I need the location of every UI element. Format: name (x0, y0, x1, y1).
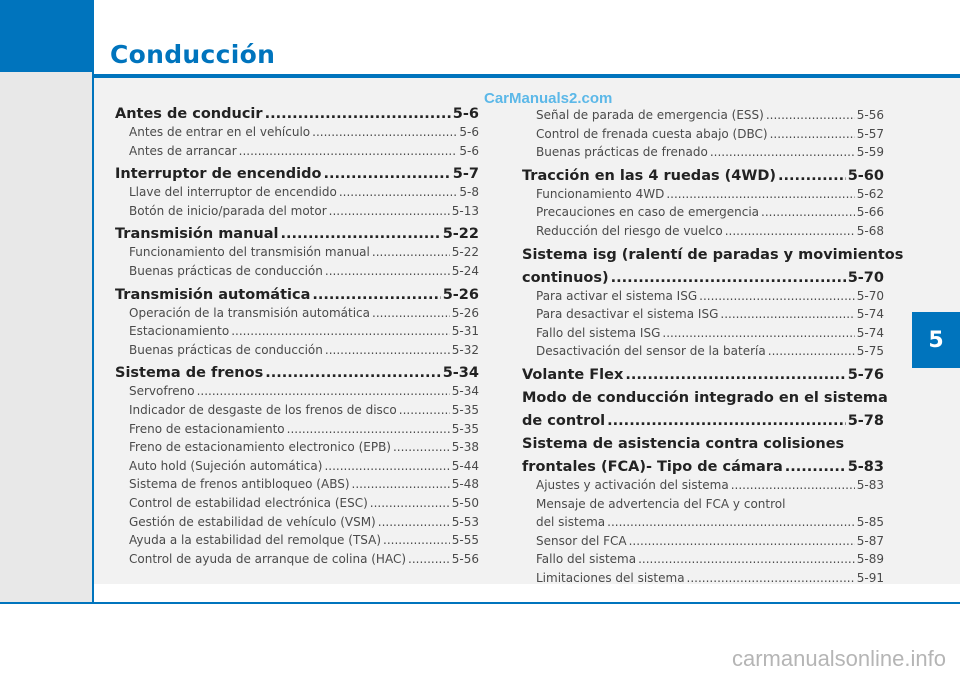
toc-leader-dots (324, 457, 449, 476)
toc-section-entry[interactable] (115, 226, 479, 243)
toc-page-number: 5-74 (856, 325, 884, 340)
toc-page-number: 5-60 (847, 167, 884, 184)
toc-subsection-entry[interactable] (522, 222, 884, 241)
toc-subsection-entry[interactable] (115, 202, 479, 221)
toc-page-number: 5-31 (451, 324, 479, 339)
toc-page-number: 5-55 (451, 533, 479, 548)
toc-leader-dots (768, 342, 855, 361)
toc-page-number: 5-56 (451, 551, 479, 566)
toc-entry-title: Tracción en las 4 ruedas (4WD) (522, 167, 777, 184)
toc-subsection-entry[interactable] (115, 513, 479, 532)
toc-entry-title: Buenas prácticas de conducción (129, 263, 323, 278)
toc-entry-title: Desactivación del sensor de la batería (536, 344, 766, 359)
toc-column-left (115, 106, 479, 568)
toc-leader-dots (770, 125, 855, 144)
toc-entry-title: Botón de inicio/parada del motor (129, 203, 327, 218)
toc-subsection-entry[interactable] (522, 287, 884, 306)
toc-page-number: 5-24 (451, 263, 479, 278)
toc-section-entry[interactable] (115, 287, 479, 304)
toc-entry-title: Señal de parada de emergencia (ESS) (536, 108, 764, 122)
left-margin-band (0, 0, 92, 604)
toc-entry-title: Freno de estacionamiento electronico (EPB) (129, 440, 391, 455)
toc-leader-dots (231, 322, 450, 341)
toc-section-entry[interactable] (115, 365, 479, 382)
toc-leader-dots (731, 476, 855, 495)
toc-page-number: 5-50 (451, 495, 479, 510)
toc-subsection-entry[interactable] (115, 123, 479, 142)
toc-entry-title: Ayuda a la estabilidad del remolque (TSA) (129, 533, 381, 548)
toc-entry-title: Gestión de estabilidad de vehículo (VSM) (129, 514, 376, 529)
toc-entry-title: frontales (FCA)- Tipo de cámara (522, 458, 783, 475)
toc-subsection-entry[interactable] (522, 569, 884, 588)
toc-entry-title: Fallo del sistema ISG (536, 325, 661, 340)
toc-leader-dots (725, 222, 855, 241)
toc-entry-title: Estacionamiento (129, 324, 230, 339)
toc-page-number: 5-75 (856, 344, 884, 359)
toc-page-number: 5-6 (452, 106, 479, 122)
toc-subsection-entry[interactable] (115, 243, 479, 262)
toc-leader-dots (720, 305, 854, 324)
toc-entry-title: Reducción del riesgo de vuelco (536, 223, 723, 238)
toc-section-title-line[interactable]: Sistema isg (ralentí de paradas y movimientos (522, 246, 904, 263)
toc-entry-title: Servofreno (129, 384, 195, 399)
toc-page-number: 5-38 (451, 440, 479, 455)
toc-leader-dots (383, 531, 450, 550)
toc-page-number: 5-44 (451, 458, 479, 473)
toc-subsection-entry[interactable] (522, 550, 884, 569)
toc-leader-dots (287, 420, 450, 439)
toc-page-number: 5-91 (856, 570, 884, 585)
toc-page-number: 5-70 (847, 269, 884, 286)
toc-section-entry[interactable] (522, 270, 884, 287)
toc-subsection-entry[interactable] (115, 382, 479, 401)
toc-page-number: 5-83 (847, 458, 884, 475)
toc-entry-title: Transmisión automática (115, 286, 311, 303)
toc-entry-title: Freno de estacionamiento (129, 421, 285, 436)
toc-leader-dots (352, 475, 450, 494)
toc-section-entry[interactable] (522, 459, 884, 476)
toc-subsection-entry[interactable] (522, 185, 884, 204)
toc-page-number: 5-7 (452, 166, 479, 183)
toc-page-number: 5-68 (856, 223, 884, 238)
toc-entry-title: continuos) (522, 269, 609, 286)
toc-subsection-entry[interactable] (115, 322, 479, 341)
toc-subsection-entry[interactable] (115, 304, 479, 323)
toc-leader-dots (778, 168, 846, 185)
toc-page-number: 5-78 (847, 412, 884, 429)
toc-entry-title: Para desactivar el sistema ISG (536, 307, 719, 322)
toc-leader-dots (372, 304, 450, 323)
toc-page-number: 5-62 (856, 186, 884, 201)
toc-leader-dots (339, 183, 458, 202)
toc-page-number: 5-56 (856, 108, 884, 122)
toc-leader-dots (323, 166, 450, 183)
toc-leader-dots (662, 324, 854, 343)
toc-page-number: 5-26 (442, 286, 479, 303)
toc-leader-dots (239, 142, 458, 161)
toc-subsection-entry[interactable] (115, 550, 479, 569)
toc-subsection-entry[interactable] (115, 475, 479, 494)
toc-subsection-entry[interactable] (522, 513, 884, 532)
toc-subsection-entry[interactable] (115, 183, 479, 202)
toc-page-number: 5-89 (856, 552, 884, 567)
toc-subsection-entry[interactable] (115, 494, 479, 513)
toc-leader-dots (329, 202, 450, 221)
page-title: Conducción (110, 40, 276, 69)
toc-page-number: 5-34 (451, 384, 479, 399)
toc-subsection-entry[interactable] (522, 125, 884, 144)
toc-page-number: 5-57 (856, 126, 884, 141)
toc-subsection-entry[interactable] (522, 324, 884, 343)
toc-entry-title: Sistema de frenos (115, 365, 264, 382)
watermark-top: CarManuals2.com (484, 90, 613, 107)
toc-entry-title: Llave del interruptor de encendido (129, 185, 337, 200)
toc-leader-dots (312, 287, 440, 304)
toc-column-right (522, 106, 904, 588)
toc-subsection-entry[interactable] (522, 305, 884, 324)
toc-page-number: 5-22 (442, 226, 479, 243)
toc-entry-title: de control (522, 412, 606, 429)
toc-entry-title: Indicador de desgaste de los frenos de disco (129, 402, 397, 417)
toc-entry-title: Limitaciones del sistema (536, 570, 685, 585)
toc-page-number: 5-35 (451, 402, 479, 417)
toc-leader-dots (666, 185, 854, 204)
toc-entry-title: Operación de la transmisión automática (129, 305, 371, 320)
toc-page-number: 5-35 (451, 421, 479, 436)
toc-entry-title: Buenas prácticas de conducción (129, 342, 323, 357)
toc-leader-dots (265, 365, 440, 382)
toc-subsection-entry[interactable] (115, 401, 479, 420)
toc-entry-title: Control de ayuda de arranque de colina (HAC) (129, 551, 407, 566)
toc-leader-dots (699, 287, 855, 306)
toc-leader-dots (312, 123, 457, 142)
toc-leader-dots (766, 106, 855, 125)
toc-section-title-line[interactable]: Sistema de asistencia contra colisiones (522, 435, 845, 452)
toc-entry-title: Sistema de frenos antibloqueo (ABS) (129, 477, 350, 492)
toc-leader-dots (393, 438, 450, 457)
toc-page-number: 5-66 (856, 205, 884, 220)
left-accent-block (0, 0, 92, 72)
toc-section-entry[interactable] (115, 166, 479, 183)
toc-subsection-entry[interactable] (522, 342, 884, 361)
toc-entry-title: Antes de conducir (115, 106, 263, 122)
toc-page-number: 5-8 (459, 185, 479, 200)
toc-entry-title: Para activar el sistema ISG (536, 288, 698, 303)
chapter-tab[interactable]: 5 (912, 312, 960, 368)
toc-page-number: 5-26 (451, 305, 479, 320)
toc-page-number: 5-22 (451, 245, 479, 260)
toc-subsection-entry[interactable] (115, 457, 479, 476)
toc-leader-dots (325, 262, 450, 281)
toc-leader-dots (370, 494, 450, 513)
toc-leader-dots (785, 459, 846, 476)
toc-page-number: 5-34 (442, 365, 479, 382)
toc-entry-title: del sistema (536, 515, 606, 530)
toc-entry-title: Control de frenada cuesta abajo (DBC) (536, 126, 768, 141)
toc-entry-title: Funcionamiento 4WD (536, 186, 665, 201)
toc-entry-title: Interruptor de encendido (115, 166, 322, 183)
toc-subsection-entry[interactable] (115, 420, 479, 439)
toc-entry-title: Sensor del FCA (536, 533, 627, 548)
toc-page-number: 5-74 (856, 307, 884, 322)
toc-leader-dots (611, 270, 846, 287)
toc-leader-dots (197, 382, 450, 401)
toc-leader-dots (607, 513, 855, 532)
toc-page-number: 5-6 (459, 143, 479, 158)
toc-subsection-entry[interactable] (522, 106, 884, 125)
toc-subsection-entry[interactable] (115, 531, 479, 550)
toc-entry-title: Funcionamiento del transmisión manual (129, 245, 370, 260)
footer-rule (0, 602, 960, 604)
toc-section-entry[interactable] (115, 106, 479, 123)
toc-section-title-line[interactable]: Modo de conducción integrado en el sistema (522, 389, 888, 406)
toc-entry-title: Ajustes y activación del sistema (536, 477, 729, 492)
toc-entry-title: Antes de arrancar (129, 143, 237, 158)
toc-subsection-entry[interactable] (115, 438, 479, 457)
toc-leader-dots (710, 143, 855, 162)
toc-leader-dots (281, 226, 441, 243)
toc-page-number: 5-32 (451, 342, 479, 357)
toc-page-number: 5-83 (856, 477, 884, 492)
toc-page-number: 5-87 (856, 533, 884, 548)
toc-leader-dots (372, 243, 450, 262)
toc-section-entry[interactable] (522, 413, 884, 430)
toc-subsection-entry[interactable] (522, 203, 884, 222)
toc-leader-dots (638, 550, 855, 569)
toc-page-number: 5-13 (451, 203, 479, 218)
toc-entry-title: Buenas prácticas de frenado (536, 145, 708, 160)
toc-leader-dots (687, 569, 855, 588)
toc-leader-dots (607, 413, 846, 430)
toc-leader-dots (625, 367, 845, 384)
toc-page-number: 5-76 (847, 366, 884, 383)
toc-entry-title: Control de estabilidad electrónica (ESC) (129, 495, 368, 510)
toc-entry-title: Antes de entrar en el vehículo (129, 125, 311, 139)
toc-section-entry[interactable] (522, 168, 884, 185)
toc-leader-dots (629, 532, 855, 551)
toc-subsection-entry[interactable] (115, 341, 479, 360)
toc-page-number: 5-6 (459, 125, 479, 139)
toc-entry-title: Transmisión manual (115, 226, 279, 243)
toc-entry-title: Auto hold (Sujeción automática) (129, 458, 323, 473)
toc-leader-dots (378, 513, 450, 532)
toc-leader-dots (265, 106, 451, 123)
toc-leader-dots (408, 550, 450, 569)
toc-page-number: 5-53 (451, 514, 479, 529)
toc-leader-dots (399, 401, 450, 420)
toc-leader-dots (761, 203, 855, 222)
toc-entry-title: Volante Flex (522, 366, 624, 383)
toc-subsection-entry[interactable] (115, 142, 479, 161)
watermark-bottom: carmanualsonline.info (731, 646, 946, 671)
toc-subsection-entry[interactable] (522, 532, 884, 551)
toc-page-number: 5-48 (451, 477, 479, 492)
toc-page-number: 5-59 (856, 145, 884, 160)
toc-section-entry[interactable] (522, 367, 884, 384)
toc-leader-dots (325, 341, 450, 360)
toc-entry-title: Precauciones en caso de emergencia (536, 205, 760, 220)
toc-subsection-entry[interactable] (522, 143, 884, 162)
toc-subsection-entry[interactable] (115, 262, 479, 281)
toc-entry-title: Fallo del sistema (536, 552, 637, 567)
toc-page-number: 5-85 (856, 515, 884, 530)
toc-page-number: 5-70 (856, 288, 884, 303)
toc-subsection-entry[interactable] (522, 476, 884, 495)
toc-subsection-title-line[interactable]: Mensaje de advertencia del FCA y control (536, 496, 786, 511)
